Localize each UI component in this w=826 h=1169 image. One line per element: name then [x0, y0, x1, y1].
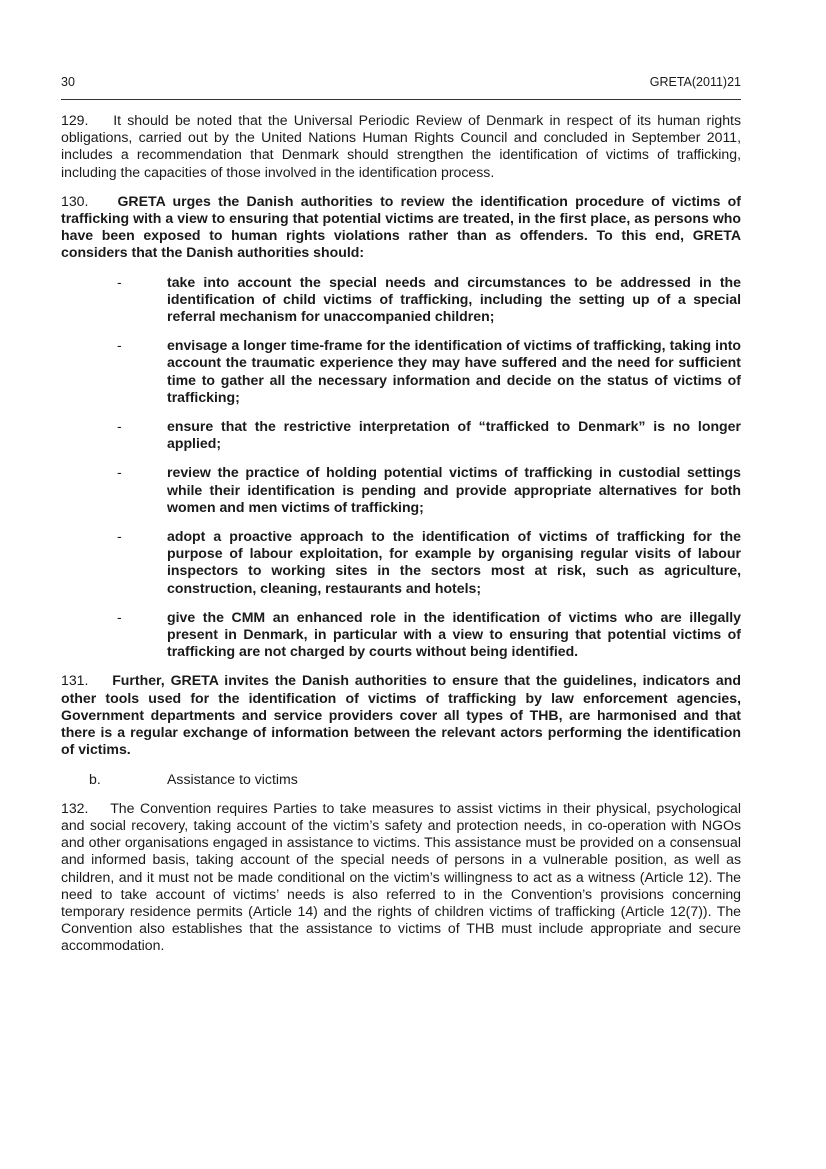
page-number: 30: [61, 75, 75, 89]
bullet-marker: -: [117, 464, 122, 481]
page-header: [61, 75, 741, 95]
list-item-text: envisage a longer time-frame for the identification of victims of trafficking, taking into account the traumatic experience they may have suffered and the need for sufficient time to gather all the necessary information and decide on the status of victims of trafficking;: [167, 337, 741, 405]
paragraph-text: It should be noted that the Universal Periodic Review of Denmark in respect of its human rights obligations, carried out by the United Nations Human Rights Council and concluded in September 2011, includes a recommendation that Denmark should strengthen the identification of victims of trafficking, including the capacities of those involved in the identification process.: [61, 112, 742, 180]
paragraph-130: [61, 193, 741, 262]
bullet-marker: -: [117, 418, 122, 435]
paragraph-number: 130.: [61, 192, 89, 209]
paragraph-131: [61, 672, 741, 758]
page-body: [61, 112, 741, 967]
paragraph-number: 132.: [61, 799, 89, 816]
paragraph-text: GRETA urges the Danish authorities to review the identification procedure of victims of trafficking with a view to ensuring that potential victims are treated, in the first place, as persons who have been exposed to human rights violations rather than as offenders. To this end, GRETA considers that the Danish authorities should:: [61, 192, 741, 261]
section-letter: b.: [89, 770, 101, 787]
paragraph-text: The Convention requires Parties to take measures to assist victims in their physical, psychological and social recovery, taking account of the victim’s safety and protection needs, in co-operation with NGOs and other organisations engaged in assistance to victims. This assistance must be provided on a consensual and informed basis, taking account of the special needs of persons in a vulnerable position, as well as children, and it must not be made conditional on the victim’s willingness to act as a witness (Article 12). The need to take account of victims’ needs is also referred to in the Convention’s provisions concerning temporary residence permits (Article 14) and the rights of children victims of trafficking (Article 12(7)). The Convention also establishes that the assistance to victims of THB must include appropriate and secure accommodation.: [61, 799, 741, 954]
paragraph-129: [61, 112, 741, 181]
document-reference: GRETA(2011)21: [649, 75, 741, 89]
section-title: Assistance to victims: [167, 770, 298, 787]
bullet-marker: -: [117, 337, 122, 354]
paragraph-text: Further, GRETA invites the Danish authorities to ensure that the guidelines, indicators and other tools used for the identification of victims of trafficking by law enforcement agencies, Government departments and service providers cover all types of THB, are harmonised and that there is a regular exchange of information between the relevant actors performing the identification of victims.: [61, 672, 741, 758]
list-item: [61, 418, 741, 452]
list-item: [61, 609, 741, 661]
section-heading: [61, 771, 741, 788]
list-item: [61, 274, 741, 326]
list-item: [61, 337, 741, 406]
paragraph-number: 131.: [61, 672, 89, 689]
bullet-marker: -: [117, 528, 122, 545]
bullet-marker: -: [117, 608, 122, 625]
bullet-marker: -: [117, 273, 122, 290]
list-item-text: review the practice of holding potential victims of trafficking in custodial settings while their identification is pending and provide appropriate alternatives for both women and men victims of trafficking;: [167, 464, 741, 515]
list-item-text: give the CMM an enhanced role in the identification of victims who are illegally present in Denmark, in particular with a view to ensuring that potential victims of trafficking are not charged by courts without being identified.: [167, 608, 741, 660]
header-divider: [61, 99, 741, 100]
list-item-text: ensure that the restrictive interpretation of “trafficked to Denmark” is no longer applied;: [167, 418, 741, 452]
list-item: [61, 464, 741, 516]
list-item: [61, 528, 741, 597]
list-item-text: take into account the special needs and circumstances to be addressed in the identification of child victims of trafficking, including the setting up of a special referral mechanism for unaccompanied children;: [167, 273, 741, 325]
recommendation-list: [61, 274, 741, 661]
list-item-text: adopt a proactive approach to the identification of victims of trafficking for the purpose of labour exploitation, for example by organising regular visits of labour inspectors to working sites in the sectors most at risk, such as agriculture, construction, cleaning, restaurants and hotels;: [167, 528, 741, 596]
paragraph-number: 129.: [61, 112, 89, 128]
paragraph-132: [61, 800, 741, 955]
